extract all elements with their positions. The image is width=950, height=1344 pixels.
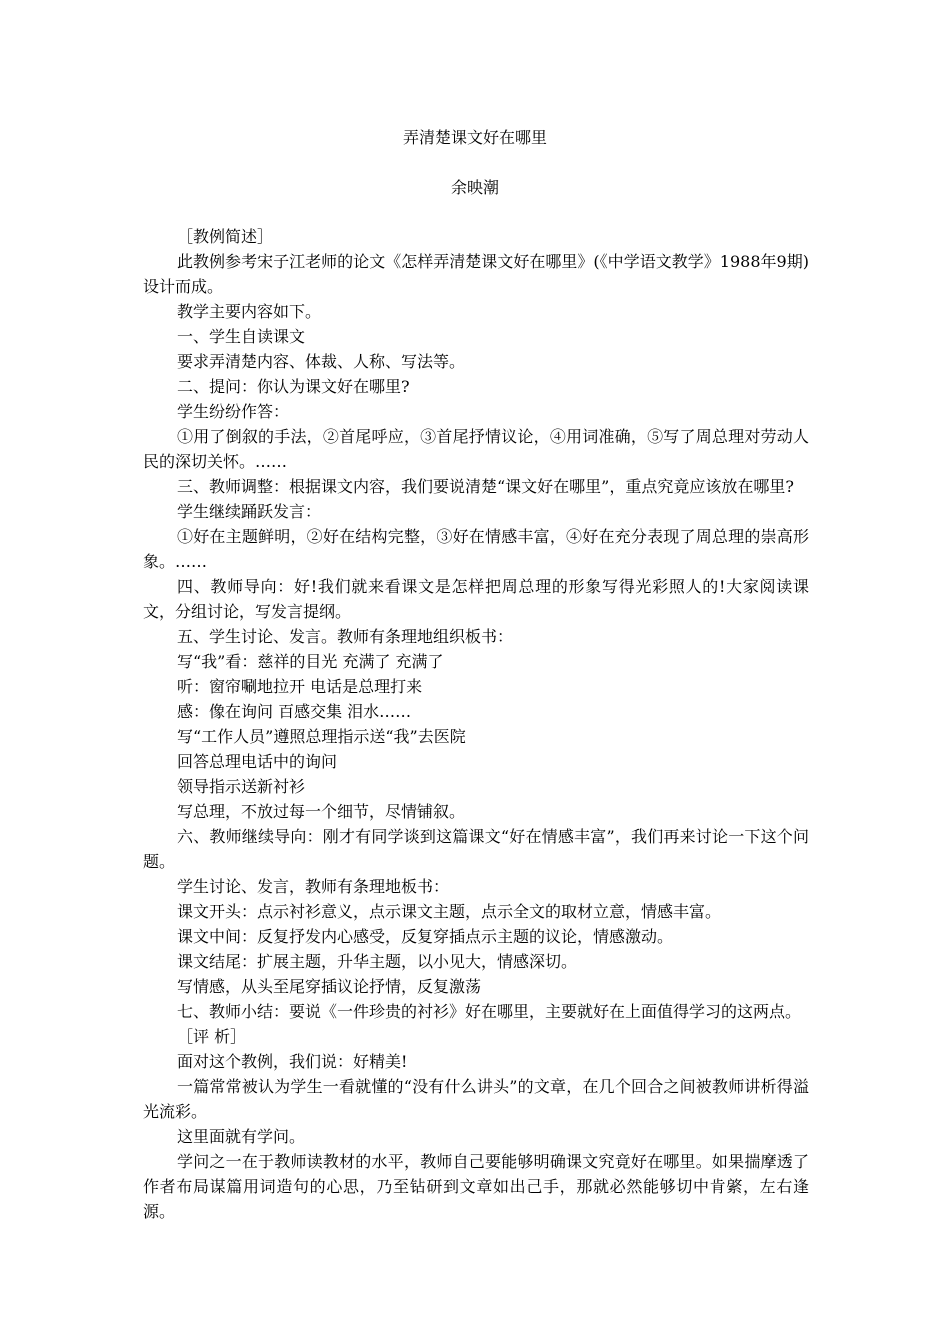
paragraph: 七、教师小结：要说《一件珍贵的衬衫》好在哪里，主要就好在上面值得学习的这两点。 xyxy=(177,1002,802,1021)
board-note-line: 写总理，不放过每一个细节，尽情铺叙。 xyxy=(177,802,466,821)
paragraph: 学生讨论、发言，教师有条理地板书： xyxy=(177,877,450,896)
board-note-line: 课文结尾：扩展主题，升华主题，以小见大，情感深切。 xyxy=(177,952,578,971)
paragraph: 面对这个教例，我们说：好精美! xyxy=(177,1052,408,1071)
paragraph: 教学主要内容如下。 xyxy=(177,302,322,321)
paragraph: 学生纷纷作答： xyxy=(177,402,290,421)
board-note-line: 回答总理电话中的询问 xyxy=(177,752,338,771)
board-note-line: 课文中间：反复抒发内心感受，反复穿插点示主题的议论，情感激动。 xyxy=(177,927,674,946)
paragraph: 六、教师继续导向：刚才有同学谈到这篇课文“好在情感丰富”，我们再来讨论一下这个问题。 xyxy=(143,827,809,871)
paragraph: ①用了倒叙的手法，②首尾呼应，③首尾抒情议论，④用词准确，⑤写了周总理对劳动人民的深切关怀。…… xyxy=(143,427,809,471)
paragraph: 四、教师导向：好!我们就来看课文是怎样把周总理的形象写得光彩照人的!大家阅读课文，分组讨论，写发言提纲。 xyxy=(143,577,809,621)
paragraph: 这里面就有学问。 xyxy=(177,1127,306,1146)
paragraph: 三、教师调整：根据课文内容，我们要说清楚“课文好在哪里”，重点究竟应该放在哪里? xyxy=(177,477,794,496)
paragraph: 五、学生讨论、发言。教师有条理地组织板书： xyxy=(177,627,514,646)
paragraph: ①好在主题鲜明，②好在结构完整，③好在情感丰富，④好在充分表现了周总理的崇高形象。…… xyxy=(143,527,809,571)
board-note-line: 听：窗帘唰地拉开 电话是总理打来 xyxy=(177,677,423,696)
board-note-line: 课文开头：点示衬衫意义，点示课文主题，点示全文的取材立意，情感丰富。 xyxy=(177,902,722,921)
paragraph: 一篇常常被认为学生一看就懂的“没有什么讲头”的文章，在几个回合之间被教师讲析得溢光流彩。 xyxy=(143,1077,809,1121)
document-title: 弄清楚课文好在哪里 xyxy=(402,128,547,147)
board-note-line: 写“我”看：慈祥的目光 充满了 充满了 xyxy=(177,652,444,671)
paragraph: 学问之一在于教师读教材的水平，教师自己要能够明确课文究竟好在哪里。如果揣摩透了作者布局谋篇用词造句的心思，乃至钻研到文章如出己手，那就必然能够切中肯綮，左右逢源。 xyxy=(143,1152,809,1221)
document-body xyxy=(143,224,809,1224)
paragraph-section-heading: ［评 析］ xyxy=(177,1027,247,1046)
board-note-line: 写情感，从头至尾穿插议论抒情，反复激荡 xyxy=(177,977,482,996)
paragraph: 学生继续踊跃发言： xyxy=(177,502,322,521)
paragraph: 此教例参考宋子江老师的论文《怎样弄清楚课文好在哪里》(《中学语文教学》1988年9期)设计而成。 xyxy=(143,252,809,296)
paragraph-section-heading: ［教例简述］ xyxy=(177,227,274,246)
board-note-line: 写“工作人员”遵照总理指示送“我”去医院 xyxy=(177,727,466,746)
document-author: 余映潮 xyxy=(450,178,499,197)
board-note-line: 领导指示送新衬衫 xyxy=(177,777,306,796)
board-note-line: 感：像在询问 百感交集 泪水…… xyxy=(177,702,412,721)
paragraph: 一、学生自读课文 xyxy=(177,327,306,346)
paragraph: 二、提问：你认为课文好在哪里? xyxy=(177,377,410,396)
paragraph: 要求弄清楚内容、体裁、人称、写法等。 xyxy=(177,352,466,371)
